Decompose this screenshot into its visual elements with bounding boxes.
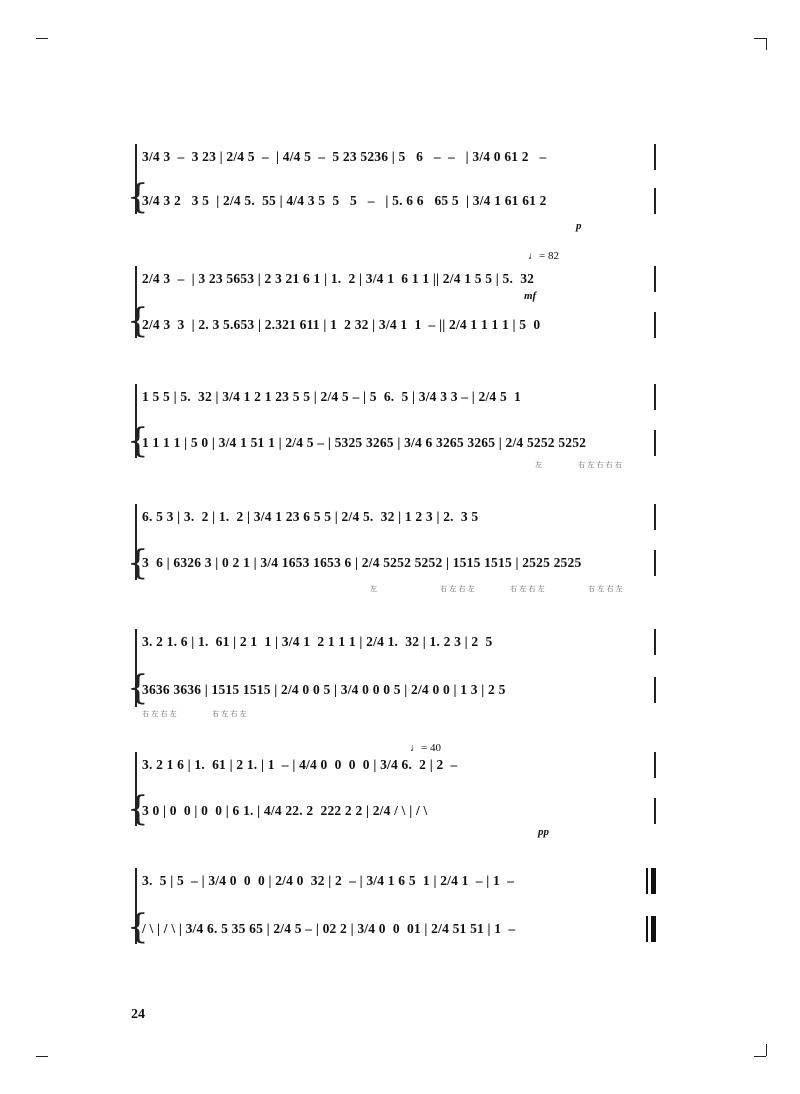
crop-mark-bottom-left (36, 1056, 48, 1057)
lower-notation: 3 0 | 0 0 | 0 0 | 6 1. | 4/4 22. 2 222 2 2 | 2/4 / \ | / \ (142, 803, 428, 818)
dynamic-marking: p (576, 220, 582, 232)
crop-mark-top-left (36, 38, 48, 39)
lower-staff (136, 675, 654, 705)
lower-staff (136, 310, 654, 340)
page-number: 24 (131, 1007, 145, 1022)
final-barline-thick (651, 868, 656, 894)
system-brace: { (127, 789, 149, 829)
lower-staff (136, 186, 654, 216)
upper-staff (136, 502, 654, 532)
upper-staff (136, 750, 654, 780)
crop-mark-bottom-right (754, 1056, 766, 1057)
lower-notation: 3 6 | 6326 3 | 0 2 1 | 3/4 1653 1653 6 | 2/4 5252 5252 | 1515 1515 | 2525 2525 (142, 555, 582, 570)
upper-notation: 3/4 3 – 3 23 | 2/4 5 – | 4/4 5 – 5 23 5236 | 5 6 – – | 3/4 0 61 2 – (142, 149, 547, 164)
upper-notation: 3. 2 1. 6 | 1. 61 | 2 1 1 | 3/4 1 2 1 1 1 | 2/4 1. 32 | 1. 2 3 | 2 5 (142, 634, 493, 649)
system-brace: { (127, 907, 149, 947)
crop-mark-bottom-right-v (766, 1044, 767, 1056)
system-brace: { (127, 421, 149, 461)
dynamic-marking: pp (538, 826, 549, 838)
upper-notation: 3. 2 1 6 | 1. 61 | 2 1. | 1 – | 4/4 0 0 0 0 | 3/4 6. 2 | 2 – (142, 757, 458, 772)
system-brace: { (127, 543, 149, 583)
fingering-hand-label: 右 左 右 左 (588, 585, 623, 593)
upper-notation: 2/4 3 – | 3 23 5653 | 2 3 21 6 1 | 1. 2 | 3/4 1 6 1 1 || 2/4 1 5 5 | 5. 32 (142, 271, 535, 286)
lower-staff (136, 914, 654, 944)
system-brace: { (127, 177, 149, 217)
fingering-hand-label: 右 左 右 右 右 (578, 461, 622, 469)
lower-notation: 3636 3636 | 1515 1515 | 2/4 0 0 5 | 3/4 0 0 0 5 | 2/4 0 0 | 1 3 | 2 5 (142, 682, 506, 697)
upper-staff (136, 627, 654, 657)
lower-staff (136, 428, 654, 458)
upper-staff (136, 264, 654, 294)
fingering-hand-label: 左 (535, 461, 542, 469)
fingering-hand-label: 右 左 右 左 (142, 710, 177, 718)
fingering-hand-label: 右 左 右 左 (510, 585, 545, 593)
lower-notation: 1 1 1 1 | 5 0 | 3/4 1 51 1 | 2/4 5 – | 5325 3265 | 3/4 6 3265 3265 | 2/4 5252 5252 (142, 435, 587, 450)
upper-notation: 3. 5 | 5 – | 3/4 0 0 0 | 2/4 0 32 | 2 – | 3/4 1 6 5 1 | 2/4 1 – | 1 – (142, 873, 515, 888)
lower-notation: 2/4 3 3 | 2. 3 5.653 | 2.321 611 | 1 2 32 | 3/4 1 1 – || 2/4 1 1 1 1 | 5 0 (142, 317, 541, 332)
tempo-marking: ♩= 82 (528, 250, 559, 262)
lower-staff (136, 548, 654, 578)
crop-mark-top-right (754, 38, 766, 39)
system-brace: { (127, 668, 149, 708)
final-barline-thick (651, 916, 656, 942)
upper-staff (136, 142, 654, 172)
crop-mark-top-right-v (766, 38, 767, 50)
lower-notation: / \ | / \ | 3/4 6. 5 35 65 | 2/4 5 – | 02 2 | 3/4 0 0 01 | 2/4 51 51 | 1 – (142, 921, 516, 936)
upper-notation: 6. 5 3 | 3. 2 | 1. 2 | 3/4 1 23 6 5 5 | 2/4 5. 32 | 1 2 3 | 2. 3 5 (142, 509, 479, 524)
fingering-hand-label: 右 左 右 左 (212, 710, 247, 718)
upper-notation: 1 5 5 | 5. 32 | 3/4 1 2 1 23 5 5 | 2/4 5 – | 5 6. 5 | 3/4 3 3 – | 2/4 5 1 (142, 389, 521, 404)
final-barline-thin (646, 916, 648, 942)
final-barline-thin (646, 868, 648, 894)
lower-staff (136, 796, 654, 826)
fingering-hand-label: 右 左 右 左 (440, 585, 475, 593)
upper-staff (136, 866, 654, 896)
system-brace: { (127, 301, 149, 341)
tempo-marking: ♩= 40 (410, 742, 441, 754)
dynamic-marking: mf (524, 290, 537, 302)
lower-notation: 3/4 3 2 3 5 | 2/4 5. 55 | 4/4 3 5 5 5 – | 5. 6 6 65 5 | 3/4 1 61 61 2 (142, 193, 547, 208)
fingering-hand-label: 左 (370, 585, 377, 593)
upper-staff (136, 382, 654, 412)
